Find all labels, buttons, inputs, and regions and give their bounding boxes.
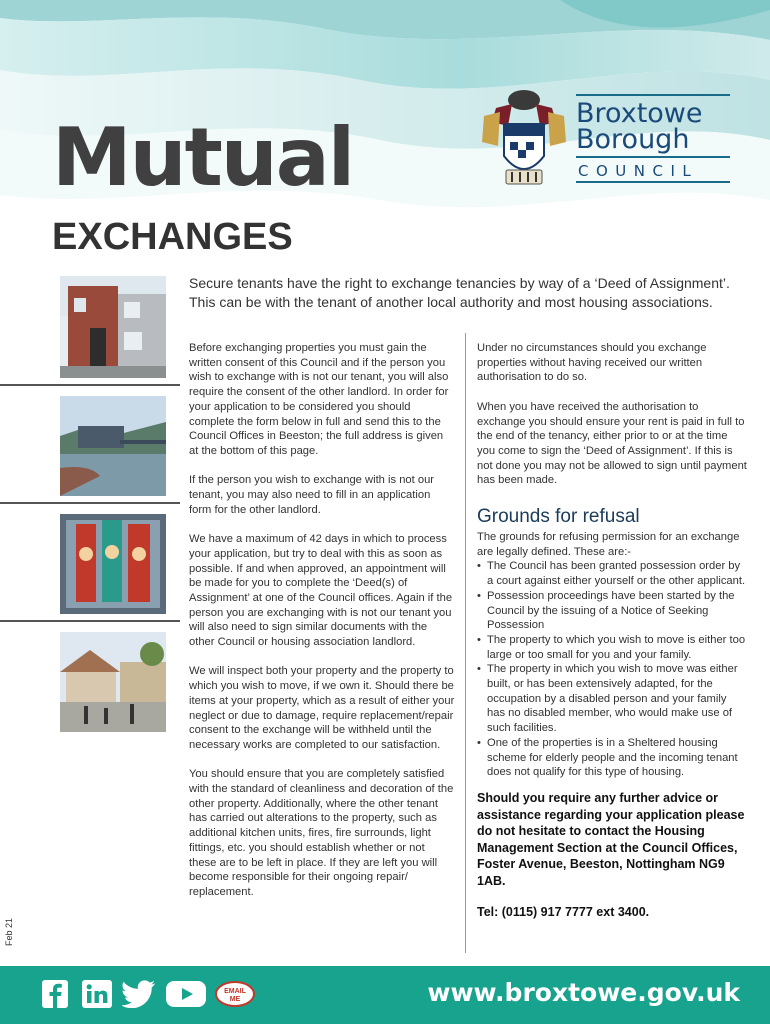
paragraph: We have a maximum of 42 days in which to process your application, but try to deal with this as soon as possible. If and when approved, an appointment will be made for you to complete the ‘Deed(s) of Assignment’ at one of the Council offices. Again if the person you are exchanging with is not our tenant you will also need to sign similar documents with the other Council or housing association landlord. (189, 533, 453, 649)
twitter-icon[interactable] (122, 980, 156, 1008)
logo-text-council: COUNCIL (578, 162, 699, 180)
advice-text: Should you require any further advice or assistance regarding your application please do not hesitate to contact the Housing Management Section at the Council Offices, Foster Avenue, Beeston, Nottingham NG9 1AB. (477, 790, 745, 888)
column-divider (465, 333, 466, 953)
list-item: • The property to which you wish to move is either too large or too small for you and your family. (477, 633, 747, 662)
photo-divider (0, 620, 180, 622)
logo-text-broxtowe: Broxtowe (576, 98, 703, 129)
refusal-heading: Grounds for refusal (477, 506, 640, 528)
paragraph: We will inspect both your property and the property to which you wish to move, if we own it. Should there be items at your property, which as a result of either your neglect or due to damage, require replacement/repair consent to the exchange will be withheld until the necessary works are completed to our satisfaction. (189, 665, 455, 751)
linkedin-icon[interactable] (82, 980, 112, 1008)
refusal-list (477, 559, 747, 780)
telephone-number[interactable]: Tel: (0115) 917 7777 ext 3400. (477, 905, 650, 920)
list-item: • The property in which you wish to move was either built, or has been extensively adapted, for the occupation by a disabled person and your family has no disabled member, who would make use of such facilities. (477, 662, 747, 736)
paragraph: Before exchanging properties you must gain the written consent of this Council and if the person you wish to exchange with is not our tenant, you will also require the consent of the other landlord. In order for your application to be considered you should complete the form below in full and send this to the Council Offices in Beeston; the full address is given at the bottom of this page. (189, 342, 449, 457)
waterfront-building-photo-icon (60, 396, 166, 496)
email-badge-text: EMAIL (224, 988, 246, 995)
council-logo[interactable] (478, 86, 738, 194)
house-photo-icon (60, 276, 166, 378)
photo-divider (0, 384, 180, 386)
intro-text: Secure tenants have the right to exchange tenancies by way of a ‘Deed of Assignment’. This can be with the tenant of another local authority and most housing associations. (189, 275, 730, 310)
title-mutual: Mutual (52, 111, 354, 204)
right-column (477, 341, 747, 935)
list-item: • One of the properties is in a Sheltered housing scheme for elderly people and the incoming tenant does not qualify for this type of housing. (477, 736, 747, 780)
footer-bar (0, 966, 770, 1024)
svg-text:ME: ME (229, 996, 241, 1003)
paragraph: When you have received the authorisation to exchange you should ensure your rent is paid in full to the end of the tenancy, either prior to or at the time you come to sign the ‘Deed of Assignment’. If this is not done you may not be allowed to sign until payment has been made. (477, 400, 747, 487)
logo-rule-middle (576, 156, 730, 158)
logo-rule-top (576, 94, 730, 96)
list-item: • The Council has been granted possession order by a court against either yourself or the other applicant. (477, 559, 747, 588)
email-icon[interactable] (214, 980, 256, 1008)
refusal-intro: The grounds for refusing permission for an exchange are legally defined. These are:- (477, 531, 740, 558)
paragraph: You should ensure that you are completely satisfied with the standard of cleanliness and decoration of the other property. Additionally, where the other tenant has carried out alterations to the property, such as additional kitchen units, fires, fire surrounds, light fittings, etc. you should establish whether or not these are to be left in place. If they are left you will become responsible for their ongoing repair/ replacement. (189, 768, 454, 898)
logo-text-borough: Borough (576, 124, 690, 155)
facebook-icon[interactable] (42, 980, 68, 1008)
list-item: • Possession proceedings have been started by the Council by the issuing of a Notice of Seeking Possession (477, 589, 747, 633)
paragraph: Under no circumstances should you exchange properties without having received our written authorisation to do so. (477, 342, 707, 384)
title-exchanges: EXCHANGES (52, 216, 293, 258)
coat-of-arms-crest-icon (478, 86, 570, 190)
logo-rule-bottom (576, 181, 730, 183)
paragraph: If the person you wish to exchange with is not our tenant, you may also need to fill in an application form for the other landlord. (189, 474, 435, 516)
town-square-photo-icon (60, 632, 166, 732)
website-url[interactable]: www.broxtowe.gov.uk (427, 978, 740, 1007)
youtube-icon[interactable] (166, 980, 206, 1008)
left-column (189, 341, 455, 914)
date-code: Feb 21 (4, 917, 14, 946)
street-banners-photo-icon (60, 514, 166, 614)
photo-divider (0, 502, 180, 504)
